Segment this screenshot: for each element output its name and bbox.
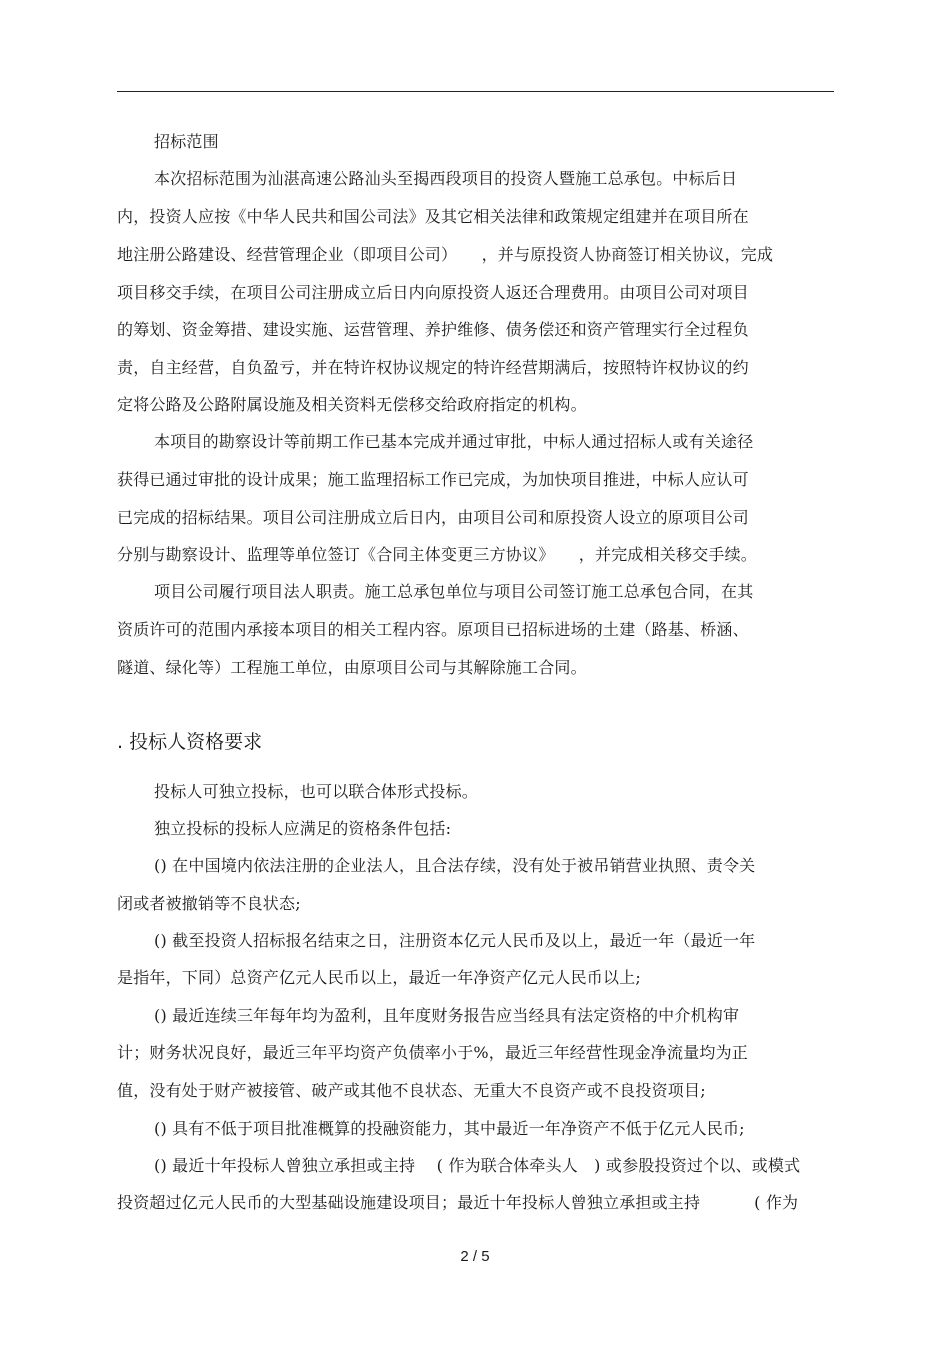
paragraph-line: 分别与勘察设计、监理等单位签订《合同主体变更三方协议》 ，并完成相关移交手续。	[117, 545, 758, 564]
paragraph-line: 定将公路及公路附属设施及相关资料无偿移交给政府指定的机构。	[117, 395, 587, 414]
list-item: () 最近连续三年每年均为盈利，且年度财务报告应当经具有法定资格的中介机构审	[154, 1006, 740, 1025]
header-rule	[117, 91, 834, 92]
paragraph-line: 本项目的勘察设计等前期工作已基本完成并通过审批，中标人通过招标人或有关途径	[154, 432, 754, 451]
section-label: 招标范围	[154, 132, 219, 151]
section-heading: . 投标人资格要求	[117, 731, 263, 753]
list-item: () 截至投资人招标报名结束之日，注册资本亿元人民币及以上，最近一年（最近一年	[154, 931, 756, 950]
paragraph-line: 获得已通过审批的设计成果；施工监理招标工作已完成，为加快项目推进，中标人应认可	[117, 470, 749, 489]
paragraph-line: 已完成的招标结果。项目公司注册成立后日内，由项目公司和原投资人设立的原项目公司	[117, 508, 749, 527]
paragraph-line: 的筹划、资金筹措、建设实施、运营管理、养护维修、债务偿还和资产管理实行全过程负	[117, 320, 749, 339]
list-item: 独立投标的投标人应满足的资格条件包括:	[154, 819, 452, 838]
list-item: () 具有不低于项目批准概算的投融资能力，其中最近一年净资产不低于亿元人民币;	[154, 1119, 745, 1138]
paragraph-line: 内，投资人应按《中华人民共和国公司法》及其它相关法律和政策规定组建并在项目所在	[117, 207, 749, 226]
list-item: 是指年，下同）总资产亿元人民币以上，最近一年净资产亿元人民币以上;	[117, 968, 641, 987]
paragraph-line: 本次招标范围为汕湛高速公路汕头至揭西段项目的投资人暨施工总承包。中标后日	[154, 169, 738, 188]
list-item: () 最近十年投标人曾独立承担或主持 ( 作为联合体牵头人 ) 或参股投资过个以、或模式	[154, 1156, 801, 1175]
list-item: 计；财务状况良好，最近三年平均资产负债率小于%，最近三年经营性现金净流量均为正	[117, 1043, 749, 1062]
paragraph-line: 责，自主经营，自负盈亏，并在特许权协议规定的特许经营期满后，按照特许权协议的约	[117, 358, 749, 377]
paragraph-line: 项目公司履行项目法人职责。施工总承包单位与项目公司签订施工总承包合同，在其	[154, 582, 754, 601]
list-item: 投资超过亿元人民币的大型基础设施建设项目；最近十年投标人曾独立承担或主持 ( 作为	[117, 1193, 799, 1212]
list-item: 值，没有处于财产被接管、破产或其他不良状态、无重大不良资产或不良投资项目;	[117, 1081, 706, 1100]
list-item: 投标人可独立投标，也可以联合体形式投标。	[154, 782, 479, 801]
paragraph-line: 项目移交手续，在项目公司注册成立后日内向原投资人返还合理费用。由项目公司对项目	[117, 283, 749, 302]
list-item: () 在中国境内依法注册的企业法人，且合法存续，没有处于被吊销营业执照、责令关	[154, 856, 756, 875]
paragraph-line: 资质许可的范围内承接本项目的相关工程内容。原项目已招标进场的土建（路基、桥涵、	[117, 620, 749, 639]
paragraph-line: 隧道、绿化等）工程施工单位，由原项目公司与其解除施工合同。	[117, 658, 587, 677]
page-number: 2 / 5	[460, 1248, 490, 1265]
paragraph-line: 地注册公路建设、经营管理企业（即项目公司） ，并与原投资人协商签订相关协议，完成	[117, 245, 774, 264]
list-item: 闭或者被撤销等不良状态;	[117, 894, 301, 913]
